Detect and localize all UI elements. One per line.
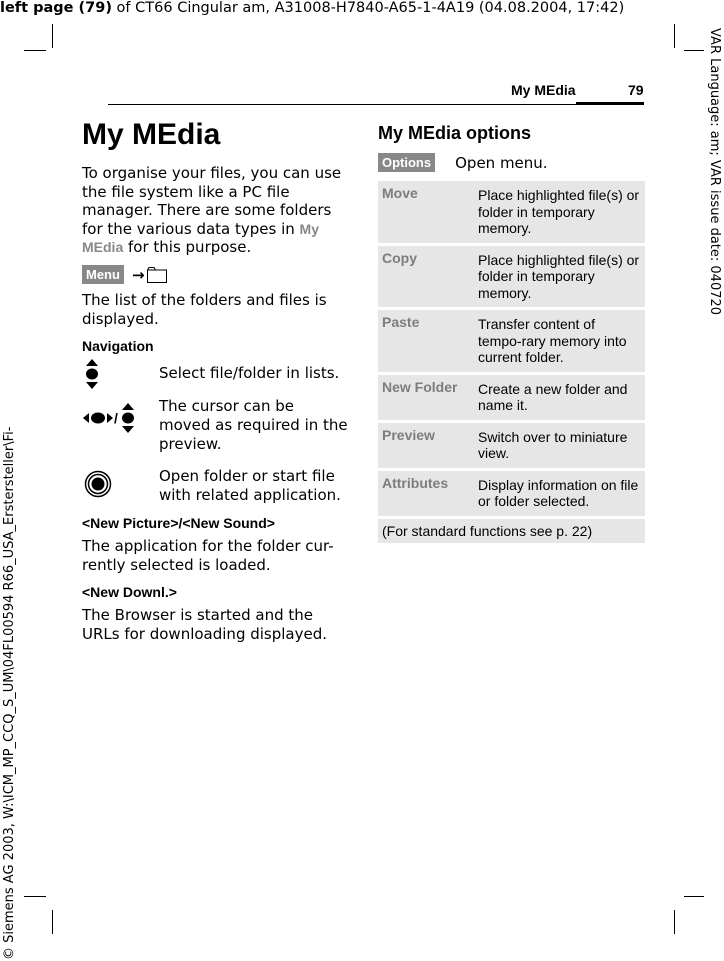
option-name: Copy (378, 246, 478, 311)
svg-text:/: / (114, 410, 118, 426)
joystick-center-press-icon (84, 470, 112, 498)
option-desc: Switch over to miniature view. (478, 423, 645, 471)
navigation-heading: Navigation (82, 338, 154, 354)
side-note-left: © Siemens AG 2003, W:\ICM_MP_CCQ_S_UM\04FL00594 R66_USA_Erstersteller\Fi- (2, 426, 17, 960)
header-rule-thick (576, 102, 644, 105)
crop-mark (684, 50, 704, 51)
table-row (378, 246, 645, 311)
header-rule (108, 104, 644, 105)
print-header-page: left page (79) (0, 0, 112, 16)
new-picture-paragraph: The application for the folder cur-rently selected is loaded. (82, 537, 334, 574)
nav-item-open: Open folder or start file with related application. (159, 467, 341, 504)
crop-mark (52, 24, 53, 48)
new-picture-heading: <New Picture>/<New Sound> (82, 515, 275, 531)
joystick-all-directions-icon (82, 402, 136, 434)
joystick-up-down-icon (82, 358, 102, 390)
option-desc: Place highlighted file(s) or folder in temporary memory. (478, 181, 645, 246)
option-name: Attributes (378, 471, 478, 519)
crop-mark (52, 910, 53, 934)
print-header (0, 0, 624, 16)
list-paragraph: The list of the folders and files is displayed. (82, 291, 327, 328)
option-name: New Folder (378, 375, 478, 423)
nav-item-select: Select file/folder in lists. (159, 364, 340, 382)
option-desc: Transfer content of tempo-rary memory into current folder. (478, 310, 645, 375)
table-row (378, 471, 645, 519)
option-desc: Create a new folder and name it. (478, 375, 645, 423)
table-footnote: (For standard functions see p. 22) (378, 519, 645, 546)
table-row (378, 181, 645, 246)
table-row (378, 375, 645, 423)
crop-mark (24, 50, 46, 51)
crop-mark (674, 24, 675, 48)
option-desc: Display information on file or folder selected. (478, 471, 645, 519)
folder-icon (146, 266, 168, 284)
intro-paragraph: To organise your files, you can use the file system like a PC file manager. There are some folders for the various data types in My MEdia for this purpose. (82, 164, 342, 256)
table-row (378, 423, 645, 471)
crop-mark (674, 910, 675, 934)
print-header-info: of CT66 Cingular am, A31008-H7840-A65-1-4A19 (04.08.2004, 17:42) (111, 0, 625, 16)
new-downl-paragraph: The Browser is started and the URLs for downloading displayed. (82, 606, 328, 643)
options-softkey: Options (378, 153, 435, 172)
running-head-title: My MEdia (511, 82, 576, 98)
menu-softkey: Menu (82, 265, 124, 284)
crop-mark (24, 896, 46, 897)
option-desc: Place highlighted file(s) or folder in temporary memory. (478, 246, 645, 311)
side-note-right: VAR Language: am; VAR issue date: 040720 (707, 28, 722, 316)
options-table (378, 181, 645, 546)
crop-mark (684, 896, 704, 897)
options-description: Open menu. (455, 153, 548, 172)
nav-item-cursor: The cursor can be moved as required in the preview. (159, 397, 348, 453)
running-head-page: 79 (628, 82, 644, 98)
arrow-icon: → (131, 265, 145, 284)
new-downl-heading: <New Downl.> (82, 584, 177, 600)
option-name: Paste (378, 310, 478, 375)
options-title: My MEdia options (378, 123, 531, 143)
menu-path (82, 265, 168, 284)
intro-link: My MEdia (82, 220, 319, 255)
option-name: Preview (378, 423, 478, 471)
table-row (378, 519, 645, 546)
table-row (378, 310, 645, 375)
option-name: Move (378, 181, 478, 246)
page-title: My MEdia (82, 118, 221, 151)
options-row (378, 153, 548, 172)
